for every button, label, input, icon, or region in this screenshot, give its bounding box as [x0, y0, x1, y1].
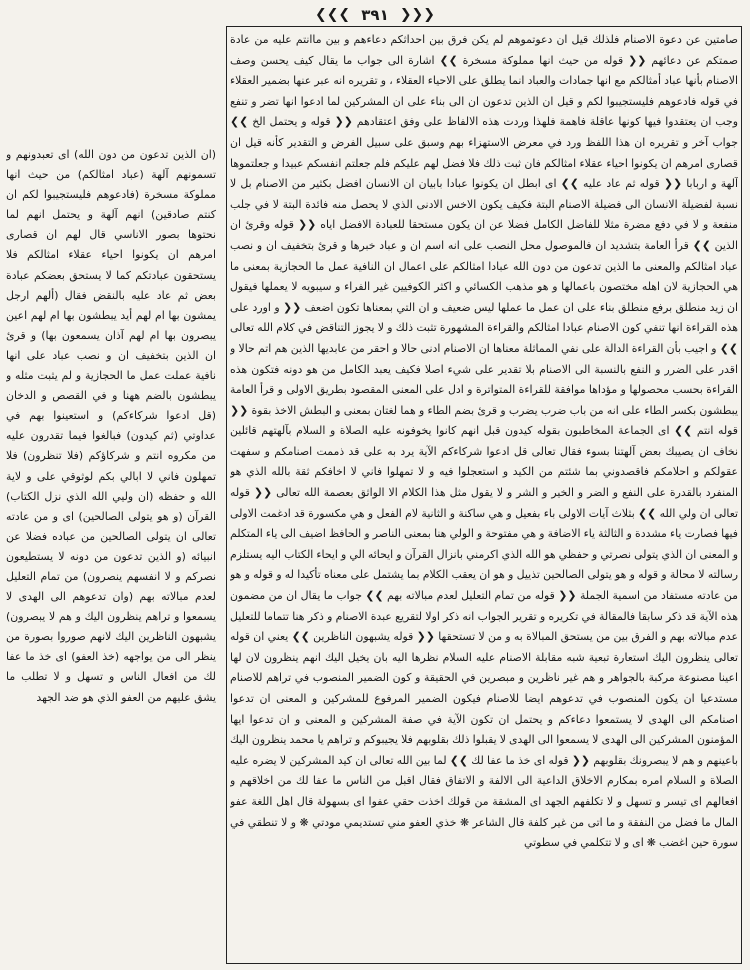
commentary-main-text [230, 30, 738, 958]
page-number: ٣٩١ [361, 5, 389, 24]
margin-verse: (ان الذين تدعون من دون الله) اى تعبدونهم و تسمونهم آلهة (عباد امثالكم) من حيث انها مملوكة مسخرة (فادعوهم فليستجيبوا لكم ان كنتم صادقين) انهم آلهة و يحتمل انهم لما نحتوها بصور الاناسي قال لهم ان قصارى امرهم ان يكونوا احياء عقلاء امثالكم فلا يستحقون عبادتكم كما لا يستحق بعضكم عبادة بعض ثم عاد عليه بالنقض فقال [6, 148, 216, 302]
margin-verse: (و الذين تدعون من دونه لا يستطيعون نصركم و لا انفسهم ينصرون) من تمام التعليل لعدم مبالاته بهم (وان تدعوهم الى الهدى لا يسمعوا و تراهم ينظرون اليك و هم لا يبصرون) يشبهون الناظرين اليك لانهم صوروا بصورة من ينظر الى من يواجهه [6, 549, 216, 664]
quran-tafsir-margin [6, 145, 216, 815]
margin-verse: (خذ العفو) اى خذ ما عفا لك من افعال الناس و تسهل و لا تطلب ما يشق عليهم من العفو الذي هو ضد الجهد [6, 650, 216, 704]
page-header [0, 4, 750, 26]
commentary-paragraph: صامتين عن دعوة الاصنام فلذلك قيل ان دعوتموهم لم يكن فرق بين احداثكم دعاءهم و بين ماانتم عليه من عادة صمتكم عن دعائهم ❮❮ قوله من حيث انها مملوكة مسخرة ❯❯ اشارة الى جواب ما يقال كيف يحسن وصف الاصنام بأنها عباد أمثالكم مع انها جمادات والعباد انما يطلق على الاحياء العقلاء ، و تقريره انه عبر عنها بضمير العقلاء في قوله فادعوهم فليستجيبوا لكم و قيل ان الذين تدعون ان الى بناء على ان المشركين لما ادعوا انها تضر و تنفع وجب ان يعتقدوا فيها كونها عاقلة فاهمة فلهذا وردت هذه الالفاظ على وفق اعتقادهم ❮❮ قوله و يحتمل الخ ❯❯ جواب آخر و تقريره ان هذا اللفظ ورد في معرض الاستهزاء بهم وسبق على سبيل الفرض و التقدير كأنه قيل ان قصارى امرهم ان يكونوا احياء عقلاء امثالكم فان ثبت ذلك فلا فضل لهم عليكم فلم جعلتم انفسكم عبيدا و جعلتموها آلهة و اربابا ❮❮ قوله ثم عاد عليه ❯❯ اى ابطل ان يكونوا عبادا بابيان ان الانسان افضل بكثير من الاصنام بل لا نسبة لفضيلة الانسان الى فضيلة الاصنام البتة فكيف يكون الاخس الادنى الذي لا يحصل منه فائدة البتة لا في جلب منفعة و لا في دفع مضرة مثلا للفاضل الكامل فضلا عن ان يكون مستحقا للعبادة الافضل اياه ❮❮ قوله وقرئ ان الذين ❯❯ قرأ العامة بتشديد ان فالموصول محل النصب على انه اسم ان و عباد خبرها و قرئ بتخفيف ان و نصب عباد امثالكم والمعنى ما الذين تدعون من دون الله عبادا امثالكم على اعمال ان النافية عمل ما الحجازية بمعنى ما هي الحجازية لان اهله مختصون باعمالها و هو مذهب الكسائي و اكثر الكوفيين غير الفراء و سيبويه لا يعملها فيقول ان زيد منطلق برفع منطلق بناء على ان عمل ما عملها ليس ضعيف و ان التي بمعناها تكون اضعف ❮❮ و اورد على هذه القراءة انها تنفي كون الاصنام عبادا امثالكم والقراءة المشهورة تثبت ذلك و لا يجوز التناقض في كلام الله تعالى ❯❯ و اجيب بأن القراءة الدالة على نفي المماثلة معناها ان الاصنام ادنى حالا و احقر من عابديها الذين هم اتم حالا و اقدر على الضرر و النفع بالنسبة الى الاصنام بلا تقدير على شيء اصلا فكيف يعبد الكامل من هو دونه فتكون هذه القراءة بحسب محصولها و مؤداها موافقة للقراءة المتواترة و ادل على المعنى المقصود بطريق الاولى و قرأ العامة يبطشون بكسر الطاء على انه من باب ضرب يضرب و قرئ بضم الطاء و هما لغتان بمعنى و البطش الاخذ بقوة ❮❮ قوله انتم ❯❯ اى الجماعة المخاطبون بقوله كيدون قبل انهم كانوا يخوفونه عليه الصلاة و السلام بآلهتهم قائلين نخاف ان يصيبك بعض آلهتنا بسوء فقال تعالى قل ادعوا شركاءكم الآية يرد به على قد ذممت اصنامكم و سفهت عقولكم و احلامكم فاقصدوني بما شئتم من الكيد و استعجلوا فيه و لا تمهلوا فاني لا اخافكم ثقة بالله الذي هو المنفرد بالقدرة على النفع و الضر و الخير و الشر و لا يقول مثل هذا الكلام الا الواثق بعصمة الله تعالى ❮❮ قوله تعالى ان ولي الله ❯❯ بثلاث آيات الاولى باء بفعيل و هي ساكنة و الثانية لام الفعل و هي مكسورة قد ادغمت الاولى فيها فصارت ياء مشددة و الثالثة ياء الاضافة و هي مفتوحة و الولي هنا بمعنى الناصر و الحافظ اضيف الى ياء المتكلم و المعنى ان الذي يتولى نصرتي و حفظي هو الله الذي اكرمني بانزال القرآن و ايحائه الي و ايحاء الكتاب اليه يستلزم رسالته لا محالة و قوله و هو يتولى الصالحين تذييل و هو ان يعقب الكلام بما يشتمل على معناه تأكيدا له و قوله و هو من عادته مستفاد من اسمية الجملة ❮❮ قوله من تمام التعليل لعدم مبالاته بهم ❯❯ جواب ما يقال ان من مضمون هذه الآية قد ذكر سابقا فالمقالة في تكريره و تقرير الجواب انه ذكر اولا لتقريع عبدة الاصنام و ذكر هنا تتماما للتعليل عدم مبالاته بهم و الفرق بين من يستحق المبالاة به و من لا تستحقها ❮❮ قوله يشبهون الناظرين ❯❯ يعني ان قوله تعالى ينظرون اليك استعارة تبعية شبه مقابلة الاصنام عليه السلام نظرها اليه بان يخيل اليك انهم ينظرون لان لها اعينا مصنوعة مركبة بالجواهر و هم غير ناظرين و مبصرين في الحقيقة و كون الضمير المنصوب في تراهم للاصنام مستدعيا ان يكون المنصوب في تدعوهم ايضا للاصنام فيكون الضمير المرفوع للمشركين و المعنى ان تدعوا اصنامكم الى الهدى لا يستمعوا دعاءكم و يحتمل ان تكون الآية في صفة المشركين و المعنى و ان تدعوا ايها المؤمنون المشركين الى الهدى لا يسمعوا الى الهدى لا يقبلوا ذلك بقلوبهم فلا يجيبوكم و تراهم يا محمد ينظرون اليك باعينهم و هم لا يبصرونك بقلوبهم ❮❮ قوله اى خذ ما عفا لك ❯❯ لما بين الله تعالى ان كيد المشركين لا يضره عليه الصلاة و السلام امره بمكارم الاخلاق الداعية الى الالفة و الاتفاق فقال اقبل من الناس ما عفا لك من اخلاقهم و افعالهم اى تيسر و تسهل و لا تكلفهم الجهد اى المشقة من قولك اخذت حقي عفوا اى بسهولة قال اهل اللغة عفو المال ما فضل من النفقة و ما اتى من غير كلفة قال الشاعر ❋ خذي العفو مني تستديمي مودتي ❋ و لا تنطقي في سورة حين اغضب ❋ اى و لا تتكلمي في سطوتي [230, 33, 738, 850]
margin-verse: (ألهم ارجل يمشون بها ام لهم أيد يبطشون بها ام لهم اعين يبصرون بها ام لهم آذان يسمعون بها) و قرئ ان الذين بتخفيف ان و نصب عباد على انها نافية عملت عمل ما الحجازية و لم يثبت مثله و يبطشون بالضم ههنا و في القصص و الدخان [6, 288, 216, 403]
header-ornament-right: ❯❯❯ [399, 6, 436, 23]
margin-verse: (قل ادعوا شركاءكم) و استعينوا بهم في عداوتي (ثم كيدون) فبالغوا فيما تقدرون عليه من مكروه انتم و شركاؤكم (فلا تنظرون) فلا تمهلون فاني لا ابالي بكم لوثوقي على و لاية الله و حفظه (ان وليي الله الذي نزل الكتاب) القرآن (و هو يتولى الصالحين) اى و من عادته تعالى ان يتولى الصالحين من عباده فضلا عن انبيائه [6, 409, 216, 563]
header-ornament-left: ❮❮❮ [314, 6, 351, 23]
